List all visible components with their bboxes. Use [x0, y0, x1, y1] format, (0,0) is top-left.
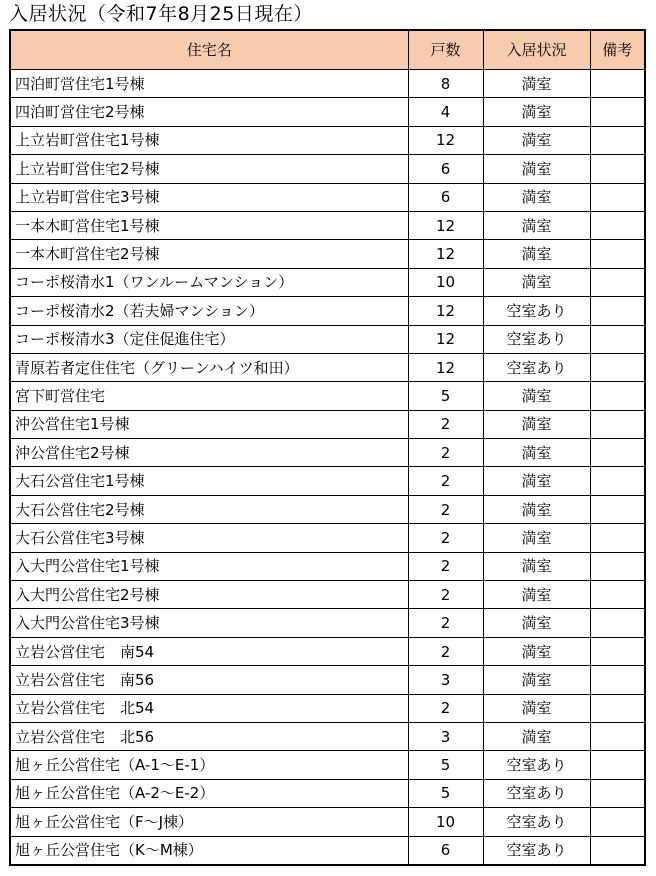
units-cell: 2: [408, 439, 483, 467]
units-cell: 12: [408, 325, 483, 353]
housing-name-cell: 旭ヶ丘公営住宅（A-2～E-2）: [10, 779, 408, 807]
housing-name-cell: 立岩公営住宅 南56: [10, 666, 408, 694]
table-row: [10, 666, 645, 694]
units-cell: 12: [408, 353, 483, 381]
table-row: [10, 722, 645, 750]
remarks-cell: [590, 268, 645, 296]
remarks-cell: [590, 836, 645, 865]
status-cell: 満室: [483, 439, 590, 467]
status-cell: 満室: [483, 382, 590, 410]
units-cell: 2: [408, 637, 483, 665]
status-cell: 満室: [483, 70, 590, 98]
header-row: [10, 30, 645, 70]
table-row: [10, 98, 645, 126]
status-cell: 空室あり: [483, 779, 590, 807]
table-row: [10, 609, 645, 637]
housing-name-cell: 上立岩町営住宅2号棟: [10, 155, 408, 183]
status-cell: 満室: [483, 155, 590, 183]
table-row: [10, 808, 645, 836]
housing-name-cell: 青原若者定住住宅（グリーンハイツ和田）: [10, 353, 408, 381]
table-row: [10, 126, 645, 154]
table-row: [10, 297, 645, 325]
remarks-cell: [590, 70, 645, 98]
units-cell: 2: [408, 410, 483, 438]
units-cell: 2: [408, 552, 483, 580]
table-row: [10, 552, 645, 580]
remarks-cell: [590, 325, 645, 353]
units-cell: 3: [408, 722, 483, 750]
units-cell: 3: [408, 666, 483, 694]
units-cell: 12: [408, 126, 483, 154]
remarks-cell: [590, 155, 645, 183]
table-body: [10, 70, 645, 865]
status-cell: 満室: [483, 183, 590, 211]
remarks-cell: [590, 609, 645, 637]
units-cell: 12: [408, 297, 483, 325]
status-cell: 満室: [483, 609, 590, 637]
housing-name-cell: 上立岩町営住宅3号棟: [10, 183, 408, 211]
table-row: [10, 467, 645, 495]
status-cell: 満室: [483, 495, 590, 523]
table-header: [10, 30, 645, 70]
status-cell: 空室あり: [483, 836, 590, 865]
status-cell: 空室あり: [483, 297, 590, 325]
units-cell: 4: [408, 98, 483, 126]
status-cell: 満室: [483, 126, 590, 154]
housing-name-cell: 沖公営住宅2号棟: [10, 439, 408, 467]
table-row: [10, 439, 645, 467]
status-cell: 満室: [483, 694, 590, 722]
remarks-cell: [590, 211, 645, 239]
housing-name-cell: 四泊町営住宅1号棟: [10, 70, 408, 98]
remarks-cell: [590, 552, 645, 580]
housing-name-cell: 入大門公営住宅3号棟: [10, 609, 408, 637]
units-cell: 5: [408, 779, 483, 807]
units-cell: 2: [408, 495, 483, 523]
status-cell: 空室あり: [483, 808, 590, 836]
table-row: [10, 581, 645, 609]
status-cell: 満室: [483, 268, 590, 296]
remarks-cell: [590, 98, 645, 126]
status-cell: 満室: [483, 552, 590, 580]
housing-name-cell: 宮下町営住宅: [10, 382, 408, 410]
remarks-cell: [590, 240, 645, 268]
units-cell: 2: [408, 524, 483, 552]
table-row: [10, 353, 645, 381]
housing-name-cell: 旭ヶ丘公営住宅（K～M棟）: [10, 836, 408, 865]
status-cell: 満室: [483, 410, 590, 438]
remarks-cell: [590, 524, 645, 552]
table-row: [10, 836, 645, 865]
housing-name-cell: コーポ桜清水3（定住促進住宅）: [10, 325, 408, 353]
remarks-cell: [590, 751, 645, 779]
table-row: [10, 637, 645, 665]
remarks-cell: [590, 637, 645, 665]
housing-name-cell: 沖公営住宅1号棟: [10, 410, 408, 438]
occupancy-table: [9, 29, 646, 866]
housing-name-cell: コーポ桜清水1（ワンルームマンション）: [10, 268, 408, 296]
status-cell: 満室: [483, 666, 590, 694]
housing-name-cell: 一本木町営住宅2号棟: [10, 240, 408, 268]
status-cell: 満室: [483, 524, 590, 552]
status-cell: 満室: [483, 240, 590, 268]
housing-name-cell: 大石公営住宅3号棟: [10, 524, 408, 552]
status-cell: 満室: [483, 722, 590, 750]
header-name: 住宅名: [10, 30, 408, 70]
table-row: [10, 382, 645, 410]
units-cell: 6: [408, 183, 483, 211]
units-cell: 6: [408, 155, 483, 183]
remarks-cell: [590, 694, 645, 722]
table-row: [10, 183, 645, 211]
housing-name-cell: 旭ヶ丘公営住宅（F～J棟）: [10, 808, 408, 836]
status-cell: 満室: [483, 581, 590, 609]
housing-name-cell: 大石公営住宅1号棟: [10, 467, 408, 495]
remarks-cell: [590, 581, 645, 609]
table-row: [10, 410, 645, 438]
remarks-cell: [590, 126, 645, 154]
table-row: [10, 694, 645, 722]
housing-name-cell: 立岩公営住宅 南54: [10, 637, 408, 665]
units-cell: 2: [408, 581, 483, 609]
remarks-cell: [590, 297, 645, 325]
housing-name-cell: コーポ桜清水2（若夫婦マンション）: [10, 297, 408, 325]
remarks-cell: [590, 495, 645, 523]
units-cell: 10: [408, 808, 483, 836]
remarks-cell: [590, 666, 645, 694]
housing-name-cell: 入大門公営住宅2号棟: [10, 581, 408, 609]
housing-name-cell: 旭ヶ丘公営住宅（A-1～E-1）: [10, 751, 408, 779]
status-cell: 空室あり: [483, 325, 590, 353]
units-cell: 2: [408, 609, 483, 637]
header-status: 入居状況: [483, 30, 590, 70]
table-row: [10, 779, 645, 807]
housing-name-cell: 立岩公営住宅 北54: [10, 694, 408, 722]
status-cell: 満室: [483, 637, 590, 665]
table-row: [10, 70, 645, 98]
remarks-cell: [590, 779, 645, 807]
housing-name-cell: 大石公営住宅2号棟: [10, 495, 408, 523]
units-cell: 12: [408, 240, 483, 268]
remarks-cell: [590, 439, 645, 467]
remarks-cell: [590, 808, 645, 836]
housing-name-cell: 一本木町営住宅1号棟: [10, 211, 408, 239]
housing-name-cell: 四泊町営住宅2号棟: [10, 98, 408, 126]
remarks-cell: [590, 353, 645, 381]
table-row: [10, 325, 645, 353]
remarks-cell: [590, 410, 645, 438]
header-units: 戸数: [408, 30, 483, 70]
table-row: [10, 211, 645, 239]
table-row: [10, 495, 645, 523]
status-cell: 満室: [483, 211, 590, 239]
table-row: [10, 155, 645, 183]
units-cell: 10: [408, 268, 483, 296]
table-row: [10, 751, 645, 779]
remarks-cell: [590, 467, 645, 495]
status-cell: 空室あり: [483, 353, 590, 381]
page-title: 入居状況（令和7年8月25日現在）: [9, 3, 313, 25]
header-remarks: 備考: [590, 30, 645, 70]
remarks-cell: [590, 183, 645, 211]
units-cell: 6: [408, 836, 483, 865]
units-cell: 5: [408, 382, 483, 410]
units-cell: 5: [408, 751, 483, 779]
table-row: [10, 268, 645, 296]
units-cell: 2: [408, 694, 483, 722]
table-row: [10, 524, 645, 552]
housing-name-cell: 立岩公営住宅 北56: [10, 722, 408, 750]
housing-name-cell: 上立岩町営住宅1号棟: [10, 126, 408, 154]
status-cell: 満室: [483, 98, 590, 126]
status-cell: 空室あり: [483, 751, 590, 779]
status-cell: 満室: [483, 467, 590, 495]
remarks-cell: [590, 382, 645, 410]
units-cell: 12: [408, 211, 483, 239]
housing-name-cell: 入大門公営住宅1号棟: [10, 552, 408, 580]
table-row: [10, 240, 645, 268]
remarks-cell: [590, 722, 645, 750]
units-cell: 2: [408, 467, 483, 495]
units-cell: 8: [408, 70, 483, 98]
